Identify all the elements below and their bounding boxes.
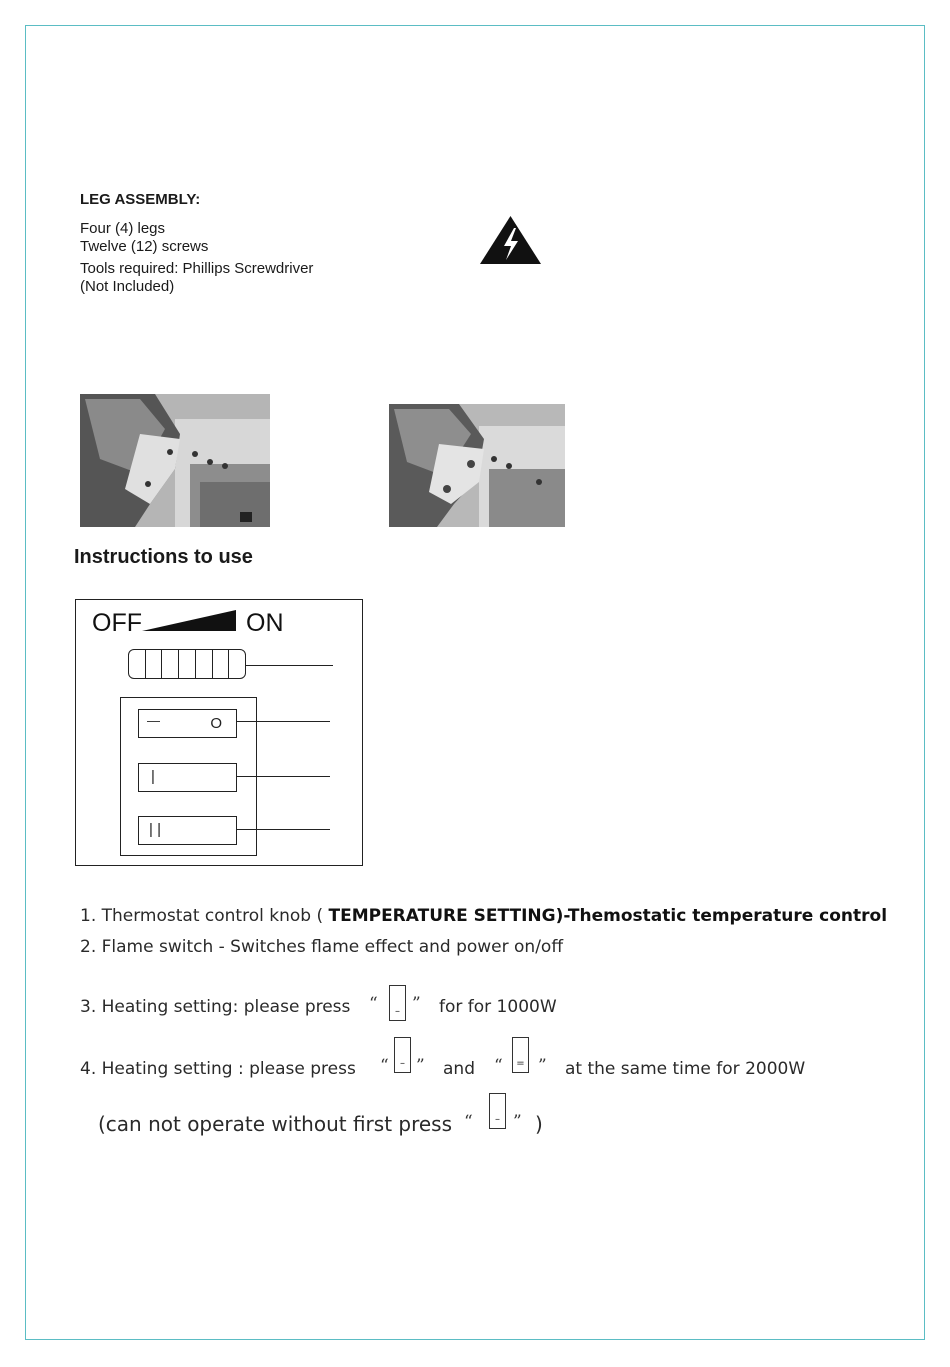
heat-button-single-icon: – — [489, 1093, 506, 1129]
on-label: ON — [246, 609, 284, 637]
instruction-item-1 — [80, 906, 887, 926]
note-prefix: (can not operate without first press — [98, 1112, 453, 1136]
instructions-title: Instructions to use — [74, 546, 253, 568]
off-label: OFF — [92, 609, 142, 637]
heat-switch-1[interactable] — [138, 763, 237, 792]
item4-suffix: at the same time for 2000W — [565, 1059, 806, 1079]
leg-line-1: Four (4) legs — [80, 220, 166, 237]
flame-switch[interactable] — [138, 709, 237, 738]
leg-assembly-photo-2 — [389, 404, 565, 527]
close-quote: ” — [513, 1112, 522, 1132]
intensity-wedge-icon — [142, 610, 238, 632]
leg-line-4: (Not Included) — [80, 278, 175, 295]
item1-text: 1. Thermostat control knob ( — [80, 906, 329, 926]
heat-switch-2[interactable] — [138, 816, 237, 845]
open-quote: “ — [380, 1056, 389, 1076]
switch1-right-symbol: O — [210, 715, 222, 732]
item4-and: and — [443, 1059, 475, 1079]
close-quote: ” — [538, 1056, 547, 1076]
item4-prefix: 4. Heating setting : please press — [80, 1059, 356, 1079]
open-quote: “ — [464, 1112, 473, 1132]
heat-button-double-icon: = — [512, 1037, 529, 1073]
leg-assembly-photo-1 — [80, 394, 270, 527]
knob-leader-line — [246, 665, 333, 666]
close-quote: ” — [416, 1056, 425, 1076]
item1-bold-text: TEMPERATURE SETTING)-Themostatic temperature control — [328, 906, 888, 926]
switch2-leader-line — [237, 776, 330, 777]
open-quote: “ — [369, 994, 378, 1014]
switch3-symbol: | | — [149, 821, 161, 838]
leg-line-2: Twelve (12) screws — [80, 238, 209, 255]
switch3-leader-line — [237, 829, 330, 830]
leg-assembly-title: LEG ASSEMBLY: — [80, 191, 201, 208]
electric-hazard-icon — [478, 214, 543, 266]
heat-button-single-icon: – — [394, 1037, 411, 1073]
heat-button-single-icon: – — [389, 985, 406, 1021]
close-quote: ” — [412, 994, 421, 1014]
leg-line-3: Tools required: Phillips Screwdriver — [80, 260, 314, 277]
switch2-symbol: | — [151, 768, 155, 785]
item3-suffix: for for 1000W — [439, 997, 557, 1017]
control-panel-diagram — [75, 599, 363, 866]
switch1-leader-line — [237, 721, 330, 722]
thermostat-knob[interactable] — [128, 649, 246, 679]
instruction-item-2: 2. Flame switch - Switches flame effect and power on/off — [80, 937, 564, 957]
item3-prefix: 3. Heating setting: please press — [80, 997, 351, 1017]
open-quote: “ — [494, 1056, 503, 1076]
switch1-left-symbol: — — [147, 713, 160, 728]
note-suffix: ) — [535, 1112, 543, 1136]
